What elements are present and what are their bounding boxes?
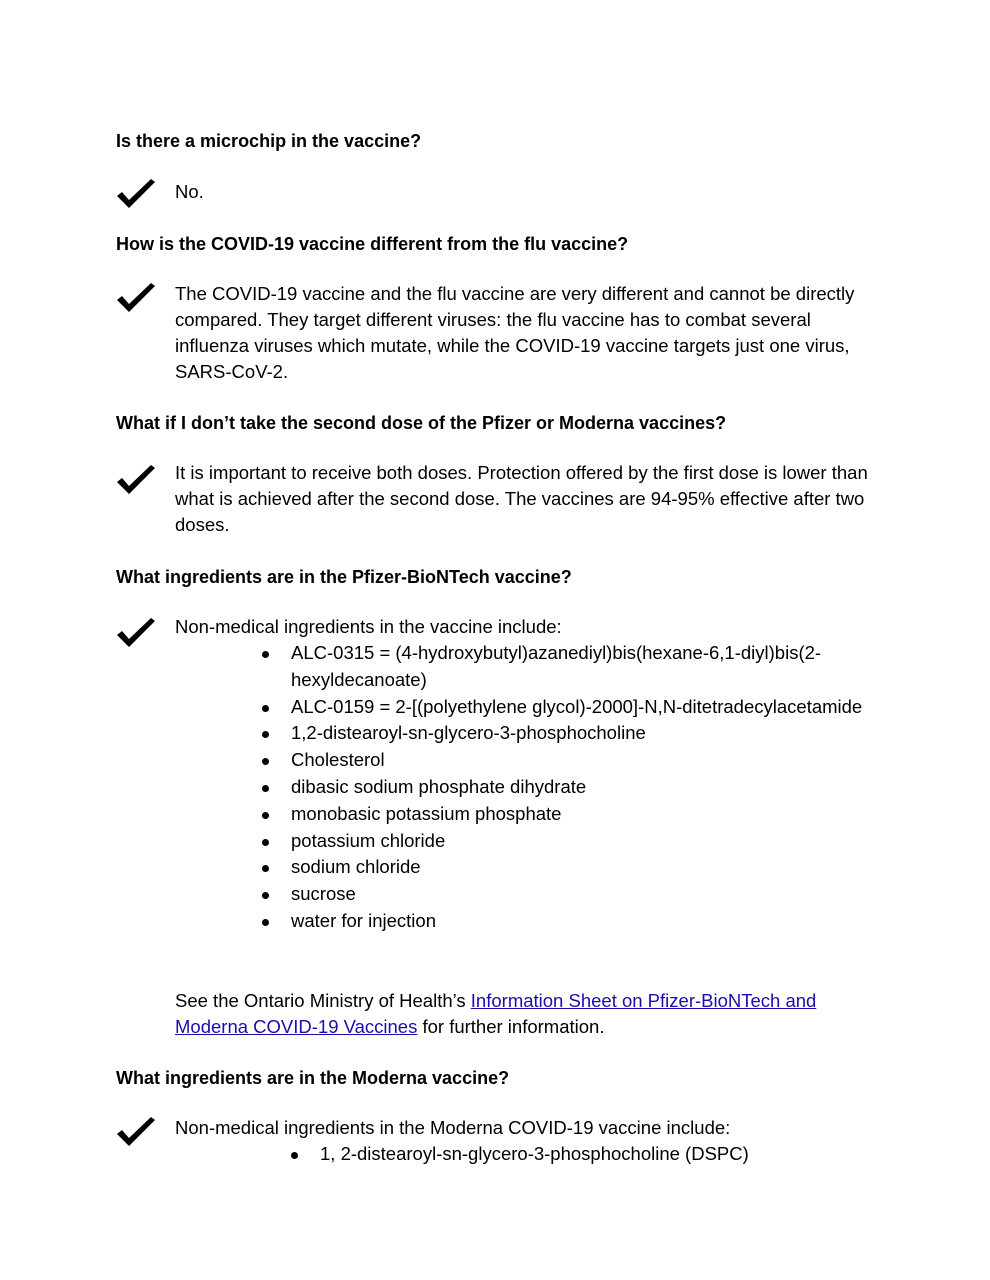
see-also-prefix: See the Ontario Ministry of Health’s [175,990,471,1011]
answer-second-dose: It is important to receive both doses. Protection offered by the first dose is lower than what is achieved after the second dose. The vaccines are 94-95% effective after two doses. [175,462,868,535]
list-item: ALC-0315 = (4-hydroxybutyl)azanediyl)bis(hexane-6,1-diyl)bis(2-hexyldecanoate) [175,640,865,694]
list-item: sodium chloride [175,854,865,881]
answer-microchip: No. [175,181,204,202]
list-item: water for injection [175,908,865,935]
list-item: ALC-0159 = 2-[(polyethylene glycol)-2000]-N,N-ditetradecylacetamide [175,694,865,721]
list-item: Cholesterol [175,747,865,774]
moderna-ingredient-list [175,1141,870,1168]
checkmark-icon [114,1114,156,1148]
list-item: 1,2-distearoyl-sn-glycero-3-phosphocholine [175,720,865,747]
pfizer-intro: Non-medical ingredients in the vaccine include: [175,616,562,637]
list-item: potassium chloride [175,828,865,855]
question-second-dose: What if I don’t take the second dose of the Pfizer or Moderna vaccines? [116,413,727,433]
list-item: 1, 2-distearoyl-sn-glycero-3-phosphocholine (DSPC) [175,1141,870,1168]
moderna-intro: Non-medical ingredients in the Moderna COVID-19 vaccine include: [175,1117,731,1138]
question-moderna-ingredients: What ingredients are in the Moderna vaccine? [116,1068,510,1088]
list-item: dibasic sodium phosphate dihydrate [175,774,865,801]
pfizer-ingredient-list [175,640,865,935]
answer-flu-difference: The COVID-19 vaccine and the flu vaccine are very different and cannot be directly compared. They target different viruses: the flu vaccine has to combat several influenza viruses which mutate, while the COVID-19 vaccine targets just one virus, SARS-CoV-2. [175,283,855,382]
question-microchip: Is there a microchip in the vaccine? [116,131,422,151]
see-also-suffix: for further information. [417,1016,605,1037]
question-pfizer-ingredients: What ingredients are in the Pfizer-BioNTech vaccine? [116,567,572,587]
checkmark-icon [114,280,156,314]
question-flu-difference: How is the COVID-19 vaccine different from the flu vaccine? [116,234,629,254]
answer-pfizer-ingredients [175,614,865,935]
list-item: monobasic potassium phosphate [175,801,865,828]
checkmark-icon [114,615,156,649]
see-also-paragraph [175,988,870,1040]
list-item: sucrose [175,881,865,908]
answer-moderna-ingredients [175,1115,870,1168]
info-sheet-link[interactable]: Information Sheet on Pfizer-BioNTech and Moderna COVID-19 Vaccines [175,990,817,1037]
checkmark-icon [114,176,156,210]
checkmark-icon [114,462,156,496]
